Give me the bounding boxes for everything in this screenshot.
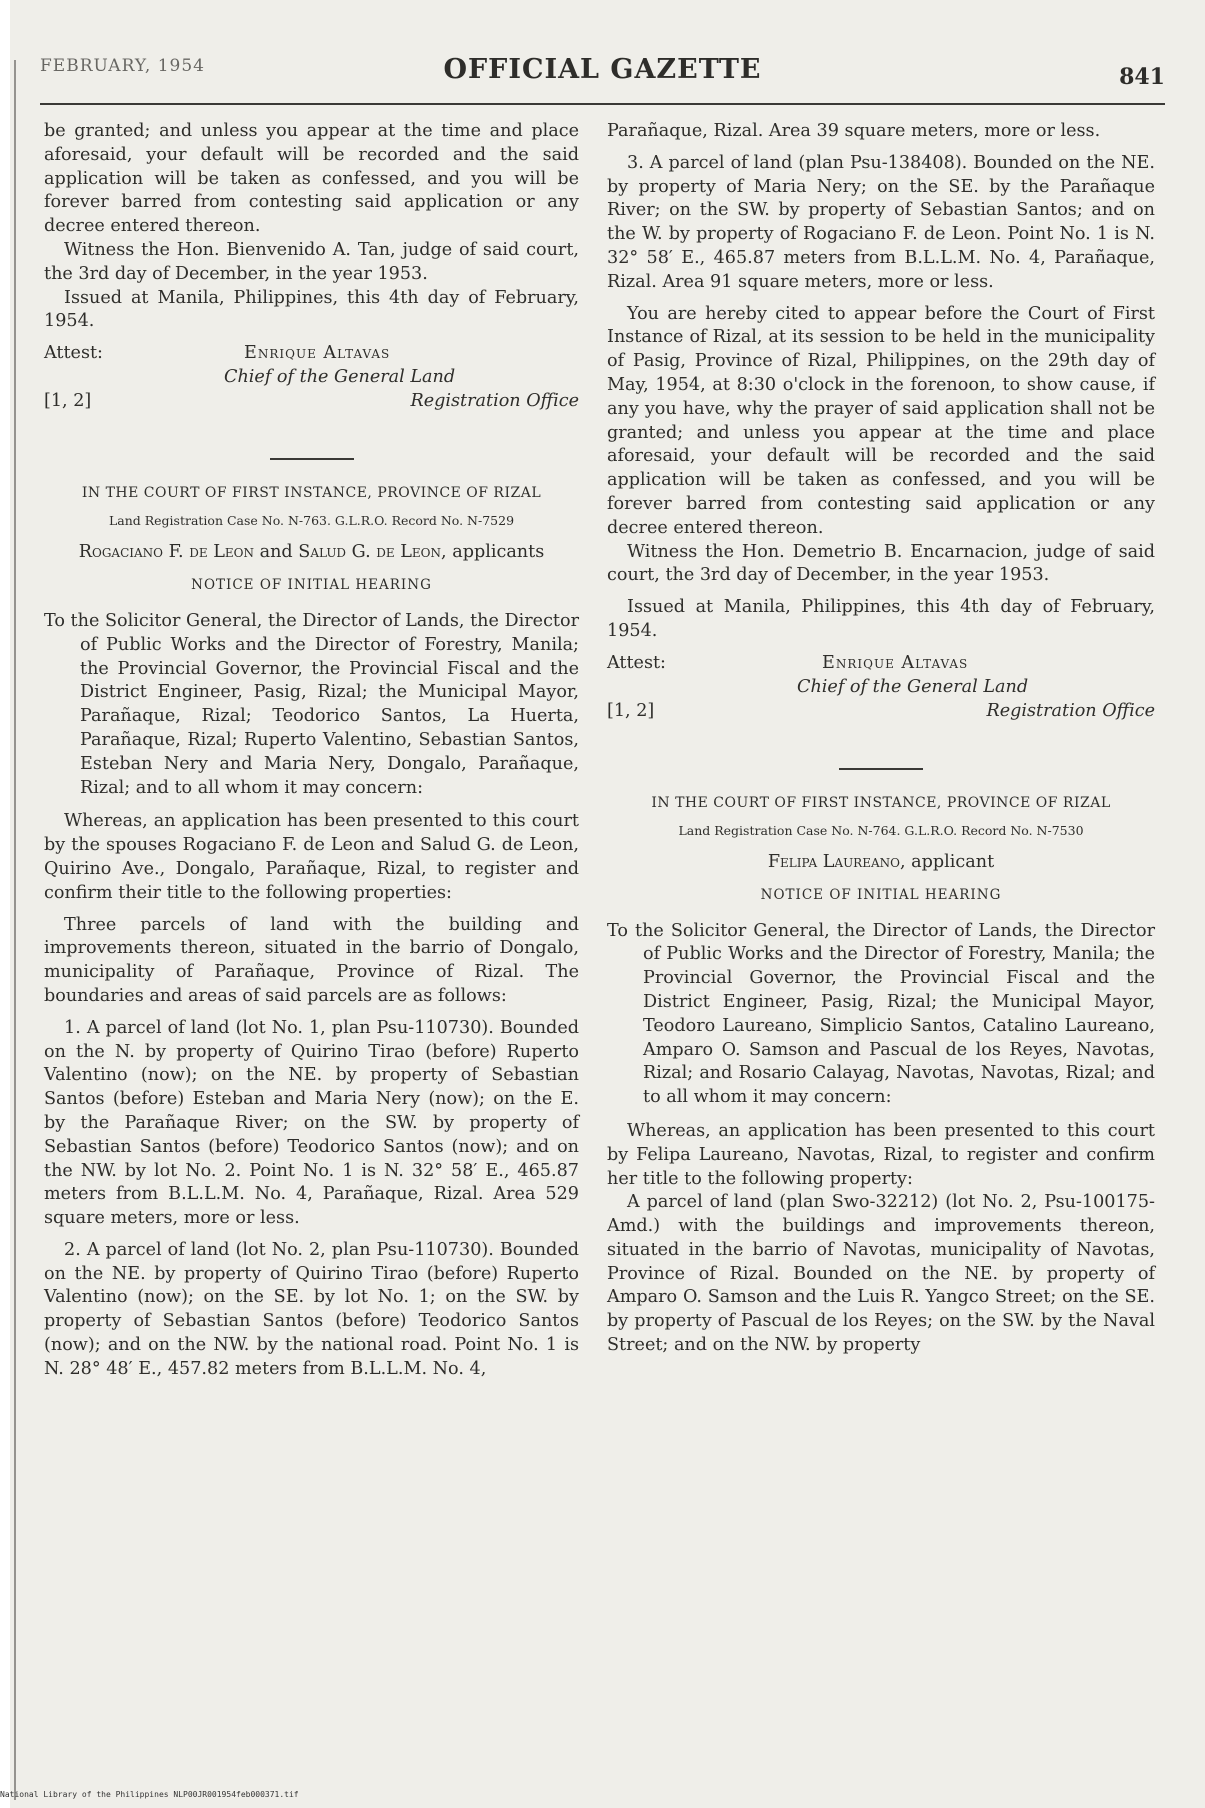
left-column: [44, 120, 579, 1382]
court-heading: IN THE COURT OF FIRST INSTANCE, PROVINCE OF RIZAL: [651, 794, 1111, 811]
notice-title: NOTICE OF INITIAL HEARING: [191, 577, 432, 594]
case-number: Land Registration Case No. N-764. G.L.R.O. Record No. N-7530: [678, 822, 1084, 838]
whereas-paragraph: Whereas, an application has been presented to this court by the spouses Rogaciano F. de Leon and Salud G. de Leon, Quirino Ave., Dongalo, Parañaque, Rizal, to register and confirm their title to the following properties:: [44, 811, 579, 903]
section-separator: [270, 458, 354, 460]
attestation-block: [44, 342, 579, 434]
publication-title: OFFICIAL GAZETTE: [443, 54, 762, 85]
addressees-paragraph: To the Solicitor General, the Director of Lands, the Director of Public Works and the Director of Forestry, Manila; the Provincial Governor, the Provincial Fiscal and the District Engineer, Pasig, Rizal; the Municipal Mayor, Teodoro Laureano, Simplicio Santos, Catalino Laureano, Amparo O. Samson and Pascual de los Reyes, Navotas, Rizal; and Rosario Calayag, Navotas, Navotas, Rizal; and to all whom it may concern:: [607, 920, 1155, 1108]
parcel-3-paragraph: 3. A parcel of land (plan Psu-138408). Bounded on the NE. by property of Maria Nery; on the SE. by the Parañaque River; on the SW. by property of Sebastian Santos; and on the W. by property of Rogaciano F. de Leon. Point No. 1 is N. 32° 58′ E., 465.87 meters from B.L.L.M. No. 4, Parañaque, Rizal. Area 91 square meters, more or less.: [607, 152, 1155, 292]
parcel-2-paragraph: 2. A parcel of land (lot No. 2, plan Psu-110730). Bounded on the NE. by property of Quirino Tirao (before) Ruperto Valentino (now); on the SE. by lot No. 1; on the SW. by property of Sebastian Santos (before) Teodorico Santos (now); and on the NW. by the national road. Point No. 1 is N. 28° 48′ E., 457.82 meters from B.L.L.M. No. 4,: [44, 1239, 579, 1379]
applicant-line: [607, 851, 1155, 874]
parcel-1-paragraph: 1. A parcel of land (lot No. 1, plan Psu-110730). Bounded on the N. by property of Quirino Tirao (before) Ruperto Valentino (now); on the NE. by property of Sebastian Santos (before) Esteban and Maria Nery (now); on the E. by the Parañaque River; on the SW. by property of Sebastian Santos (before) Teodorico Santos (now); and on the NW. by lot No. 2. Point No. 1 is N. 32° 58′ E., 465.87 meters from B.L.L.M. No. 4, Parañaque, Rizal. Area 529 square meters, more or less.: [44, 1017, 579, 1229]
header-date: FEBRUARY, 1954: [40, 56, 205, 76]
applicant-conjunction: and: [259, 542, 293, 563]
section-separator: [839, 768, 923, 770]
citation-paragraph: You are hereby cited to appear before the Court of First Instance of Rizal, at its session to be held in the municipality of Pasig, Province of Rizal, Philippines, on the 29th day of May, 1954, at 8:30 o'clock in the forenoon, to show cause, if any you have, why the prayer of said application shall not be granted; and unless you appear at the time and place aforesaid, your default will be recorded and the said application will be taken as confessed, and you will be forever barred from contesting said application or any decree entered thereon.: [607, 303, 1155, 538]
parcels-intro-paragraph: Three parcels of land with the building and improvements thereon, situated in the barrio of Dongalo, municipality of Parañaque, Province of Rizal. The boundaries and areas of said parcels are as follows:: [44, 914, 579, 1006]
attest-title-line2: Registration Office: [410, 391, 579, 412]
page-number: 841: [1119, 64, 1165, 90]
header-rule: [40, 103, 1165, 105]
whereas-paragraph: Whereas, an application has been presented to this court by Felipa Laureano, Navotas, Rizal, to register and confirm her title to the following property:: [607, 1120, 1155, 1189]
right-column: [607, 120, 1155, 1358]
applicant-name: Felipa Laureano: [767, 851, 900, 872]
applicant-name: Salud G. de Leon: [298, 542, 442, 563]
parcel-paragraph: A parcel of land (plan Swo-32212) (lot No. 2, Psu-100175-Amd.) with the buildings and improvements thereon, situated in the barrio of Navotas, municipality of Navotas, Province of Rizal. Bounded on the NE. by property of Amparo O. Samson and the Luis R. Yangco Street; on the SE. by property of Pascual de los Reyes; on the SW. by the Naval Street; and on the NW. by property: [607, 1192, 1155, 1356]
attest-label: Attest:: [44, 343, 103, 364]
parcel-2-continued: Parañaque, Rizal. Area 39 square meters, more or less.: [607, 121, 1101, 141]
applicants-line: [44, 541, 579, 564]
applicant-name: Rogaciano F. de Leon: [78, 542, 254, 563]
attestation-block: [607, 652, 1155, 744]
scan-margin: [0, 0, 10, 1808]
addressees-paragraph: To the Solicitor General, the Director of Lands, the Director of Public Works and the Director of Forestry, Manila; the Provincial Governor, the Provincial Fiscal and the District Engineer, Pasig, Rizal; the Municipal Mayor, Parañaque, Rizal; Teodorico Santos, La Huerta, Parañaque, Rizal; Ruperto Valentino, Sebastian Santos, Esteban Nery and Maria Nery, Dongalo, Parañaque, Rizal; and to all whom it may concern:: [44, 610, 579, 798]
witness-paragraph: Witness the Hon. Bienvenido A. Tan, judge of said court, the 3rd day of December, in the year 1953.: [44, 239, 579, 284]
issued-paragraph: Issued at Manila, Philippines, this 4th day of February, 1954.: [44, 287, 579, 332]
page-header: [40, 50, 1165, 105]
continued-paragraph: be granted; and unless you appear at the time and place aforesaid, your default will be recorded and the said application will be taken as confessed, and you will be forever barred from contesting said application or any decree entered thereon.: [44, 121, 579, 237]
attest-title-line2: Registration Office: [986, 700, 1155, 721]
page-gutter-line: [14, 60, 16, 1800]
attest-signatory: Enrique Altavas: [244, 343, 391, 364]
witness-paragraph: Witness the Hon. Demetrio B. Encarnacion, judge of said court, the 3rd day of December, in the year 1953.: [607, 541, 1155, 586]
attest-ref: [1, 2]: [607, 700, 655, 721]
notice-title: NOTICE OF INITIAL HEARING: [760, 886, 1002, 903]
applicant-role: , applicants: [441, 542, 545, 563]
attest-title-line1: Chief of the General Land: [797, 676, 1029, 697]
attest-label: Attest:: [607, 652, 666, 673]
scan-footer: National Library of the Philippines NLP00JR001954feb000371.tif: [0, 1790, 299, 1799]
attest-signatory: Enrique Altavas: [822, 652, 969, 673]
court-heading: IN THE COURT OF FIRST INSTANCE, PROVINCE OF RIZAL: [81, 485, 542, 502]
attest-title-line1: Chief of the General Land: [224, 367, 456, 388]
applicant-role: , applicant: [899, 851, 995, 872]
attest-ref: [1, 2]: [44, 391, 92, 412]
issued-paragraph: Issued at Manila, Philippines, this 4th day of February, 1954.: [607, 597, 1155, 641]
case-number: Land Registration Case No. N-763. G.L.R.O. Record No. N-7529: [108, 513, 515, 529]
